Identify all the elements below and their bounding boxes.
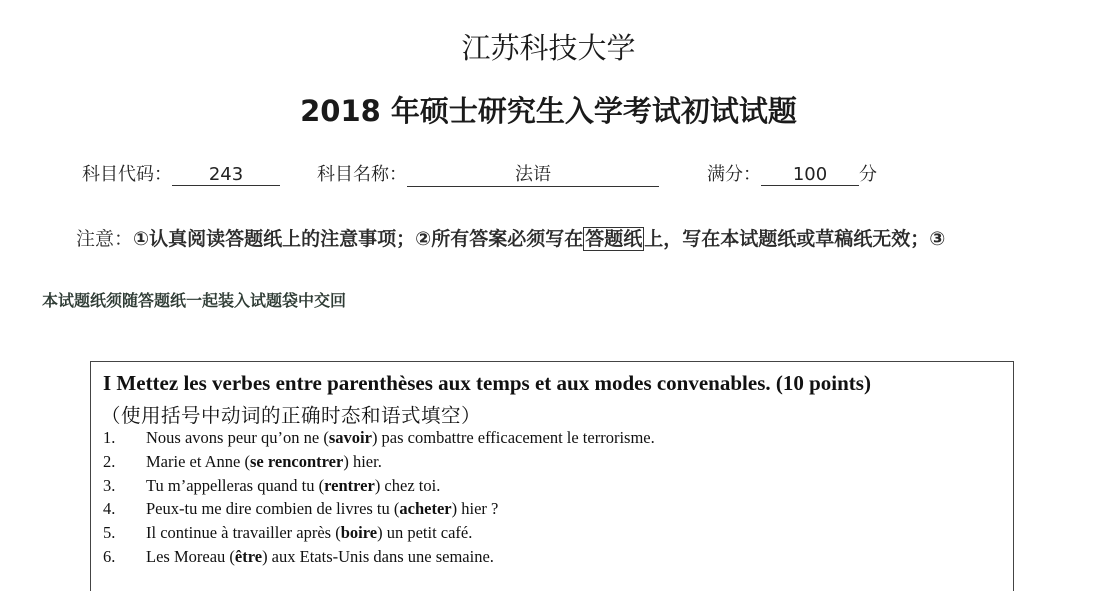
item-text: Marie et Anne (se rencontrer) hier. [146,451,382,471]
subject-name-label: 科目名称： [317,164,407,185]
subject-code-value: 243 [172,164,280,186]
item-text: Tu m’appelleras quand tu (rentrer) chez toi. [146,475,441,495]
item-number: 3. [103,475,116,495]
university-name: 江苏科技大学 [461,31,636,65]
item-text: Les Moreau (être) aux Etats-Unis dans une semaine. [146,546,494,566]
answer-sheet-box: 答题纸 [585,228,643,250]
question-subheading: （使用括号中动词的正确时态和语式填空） [101,404,482,427]
subject-name-value: 法语 [407,160,659,187]
item-verb: savoir [328,428,372,447]
notice-label: 注意： [76,228,134,250]
item-verb: rentrer [324,475,375,495]
exam-title: 2018 年硕士研究生入学考试初试试题 [300,94,797,128]
question-heading: I Mettez les verbes entre parenthèses aux temps et aux modes convenables. (10 points) [103,371,871,395]
item-verb: acheter [399,499,452,519]
item-number: 1. [103,428,116,447]
full-score-unit: 分 [859,164,877,185]
question-section-box [90,361,1014,591]
item-number: 4. [103,499,116,519]
full-score-value: 100 [761,164,859,186]
full-score-label: 满分： [707,164,761,185]
notice-line-1 [76,224,945,251]
subject-name-row [317,160,659,187]
notice-text-1: ①认真阅读答题纸上的注意事项；②所有答案必须写在 [133,228,584,250]
subject-code-label: 科目代码： [82,164,172,185]
item-verb: boire [340,523,378,543]
item-number: 2. [103,451,116,471]
item-text: Peux-tu me dire combien de livres tu (acheter) hier ? [146,499,499,519]
item-verb: se rencontrer [250,451,344,471]
item-text: Nous avons peur qu’on ne (savoir) pas combattre efficacement le terrorisme. [146,428,655,447]
item-verb: être [234,546,263,566]
notice-text-2: 上，写在本试题纸或草稿纸无效；③ [644,228,946,250]
item-text: Il continue à travailler après (boire) un petit café. [146,523,473,543]
item-number: 5. [103,523,116,543]
item-number: 6. [103,546,116,566]
subject-code-row [82,160,280,186]
notice-line-2: 本试题纸须随答题纸一起装入试题袋中交回 [42,291,347,310]
full-score-row [707,160,877,186]
